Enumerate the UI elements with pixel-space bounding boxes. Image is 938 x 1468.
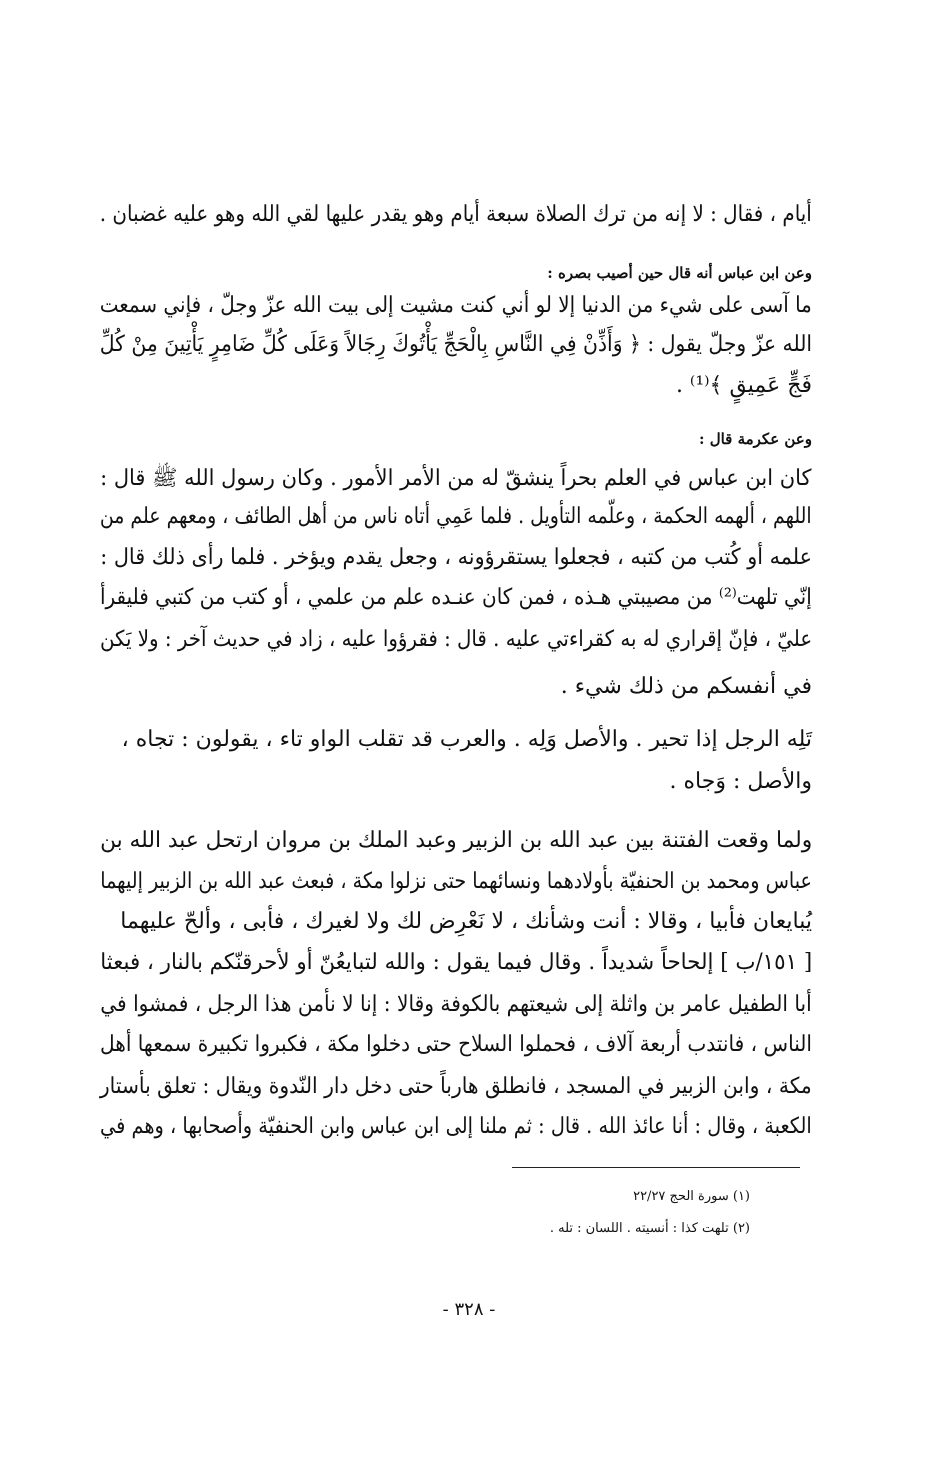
text-line: الناس ، فانتدب أربعة آلاف ، فحملوا السلاح حتى دخلوا مكة ، فكبروا تكبيرة سمعها أهل bbox=[99, 1032, 812, 1057]
text-line: فَجٍّ عَمِيقٍ ﴾⁽¹⁾ . bbox=[675, 373, 812, 398]
page-number: - ٣٢٨ - bbox=[442, 1299, 496, 1320]
text-line: والأصل : وَجاه . bbox=[669, 769, 812, 794]
text-line: الكعبة ، وقال : أنا عائذ الله . قال : ثم ملنا إلى ابن عباس وابن الحنفيّة وأصحابها ، وهم في bbox=[100, 1114, 812, 1139]
text-line: أيام ، فقال : لا إنه من ترك الصلاة سبعة أيام وهو يقدر عليها لقي الله وهو عليه غضبان . bbox=[99, 202, 812, 227]
section-heading: وعن عكرمة قال : bbox=[698, 430, 812, 448]
text-line: ولما وقعت الفتنة بين عبد الله بن الزبير وعبد الملك بن مروان ارتحل عبد الله بن bbox=[99, 828, 812, 853]
text-line: اللهم ، ألهمه الحكمة ، وعلّمه التأويل . فلما عَمِي أتاه ناس من أهل الطائف ، ومعهم علم من bbox=[100, 504, 812, 529]
section-heading: وعن ابن عباس أنه قال حين أصيب بصره : bbox=[547, 264, 812, 282]
footnote: (٢) تلهت كذا : أنسيته . اللسان : تله . bbox=[549, 1221, 750, 1236]
text-line: مكة ، وابن الزبير في المسجد ، فانطلق هارباً حتى دخل دار النّدوة ويقال : تعلق بأستار bbox=[100, 1074, 812, 1099]
footnote-separator bbox=[512, 1167, 800, 1168]
text-line: ما آسى على شيء من الدنيا إلا لو أني كنت مشيت إلى بيت الله عزّ وجلّ ، فإني سمعت bbox=[99, 293, 812, 318]
text-line: الله عزّ وجلّ يقول : ﴿ وَأَذِّنْ فِي النَّاسِ بِالْحَجِّ يَأْتُوكَ رِجَالاً وَعَلَى كُلِّ ضَامِرٍ يَأْتِينَ مِنْ كُلِّ bbox=[99, 332, 812, 357]
text-line: تَلِه الرجل إذا تحير . والأصل وَلِه . والعرب قد تقلب الواو تاء ، يقولون : تجاه ، bbox=[121, 727, 812, 752]
text-line: في أنفسكم من ذلك شيء . bbox=[560, 674, 812, 699]
footnote: (١) سورة الحج ٢٢/٢٧ bbox=[633, 1189, 750, 1204]
text-line: عباس ومحمد بن الحنفيّة بأولادهما ونسائهما حتى نزلوا مكة ، فبعث عبد الله بن الزبير إليهما bbox=[100, 869, 812, 894]
text-line: يُبايعان فأبيا ، وقالا : أنت وشأنك ، لا نَعْرِض لك ولا لغيرك ، فأبى ، وألحّ عليهما bbox=[120, 909, 812, 934]
text-line: أبا الطفيل عامر بن واثلة إلى شيعتهم بالكوفة وقالا : إنا لا نأمن هذا الرجل ، فمشوا في bbox=[100, 992, 812, 1017]
text-line: كان ابن عباس في العلم بحراً ينشقّ له من الأمر الأمور . وكان رسول الله ﷺ قال : bbox=[100, 466, 812, 491]
text-line: علمه أو كُتب من كتبه ، فجعلوا يستقرؤونه ، وجعل يقدم ويؤخر . فلما رأى ذلك قال : bbox=[100, 545, 812, 570]
text-line: إنّي تلهت⁽²⁾ من مصيبتي هـذه ، فمن كان عنـده علم من علمي ، أو كتب من كتبي فليقرأ bbox=[100, 585, 812, 610]
text-line: [ ١٥١/ب ] إلحاحاً شديداً . وقال فيما يقول : والله لتبايعُنّ أو لأحرقنّكم بالنار ، فبعثا bbox=[100, 950, 812, 975]
text-line: عليّ ، فإنّ إقراري له به كقراءتي عليه . قال : فقرؤوا عليه ، زاد في حديث آخر : ولا يَكن bbox=[99, 627, 812, 652]
